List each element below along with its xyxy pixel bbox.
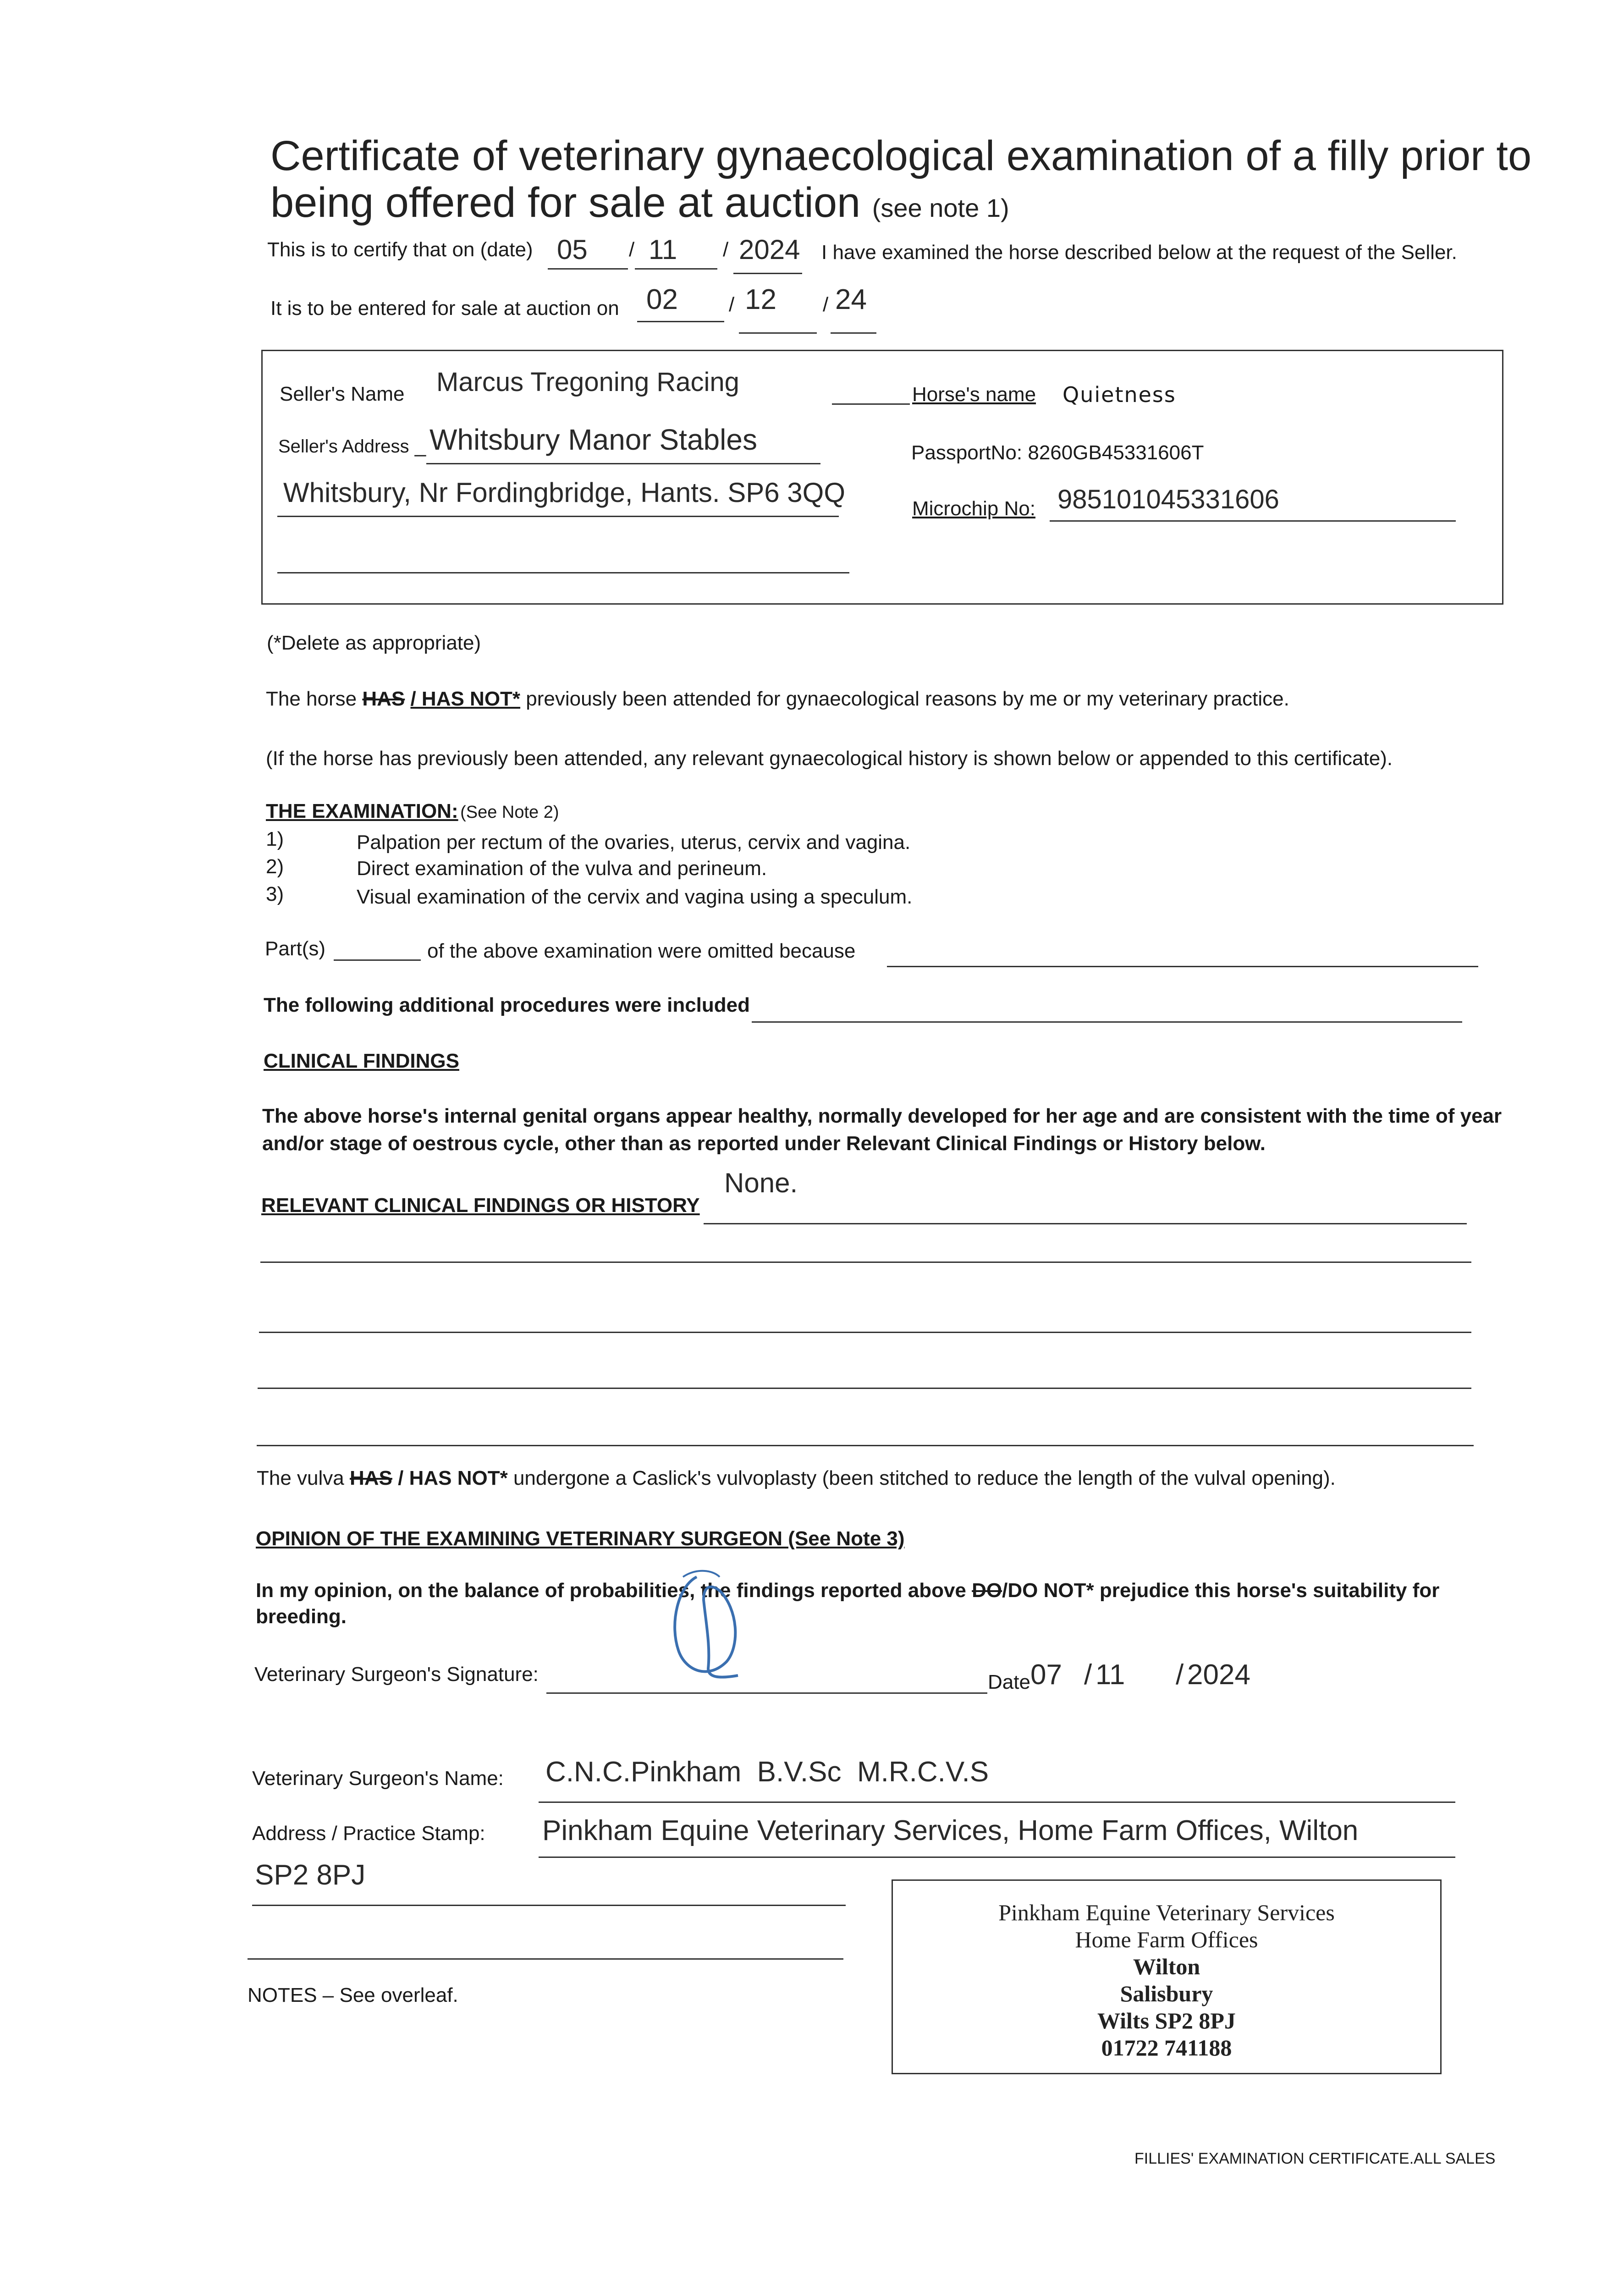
additional-line: [752, 1021, 1462, 1023]
signature-month: 11: [1096, 1659, 1125, 1691]
surgeon-address-line2: [252, 1905, 846, 1906]
footer: FILLIES' EXAMINATION CERTIFICATE.ALL SALES: [1134, 2150, 1496, 2167]
exam-day-line: [548, 268, 628, 270]
surgeon-address-value: Pinkham Equine Veterinary Services, Home Farm Offices, Wilton: [542, 1815, 1359, 1846]
title-line1: Certificate of veterinary gynaecological examination of a filly prior to: [270, 132, 1532, 179]
vulva-sentence: [257, 1467, 1336, 1490]
seller-address-line1: Whitsbury Manor Stables: [429, 423, 757, 456]
delete-note: (*Delete as appropriate): [267, 632, 481, 654]
examination-heading: [266, 800, 559, 823]
notes: NOTES – See overleaf.: [248, 1984, 458, 2006]
relevant-line-5: [257, 1445, 1474, 1446]
stamp-line-2: Home Farm Offices: [1075, 1927, 1258, 1952]
surgeon-address-value2: SP2 8PJ: [255, 1859, 366, 1891]
stamp-line-4: Salisbury: [1120, 1981, 1213, 2006]
opinion-line1-a: In my opinion, on the balance of probabilities, the findings reported above: [256, 1579, 966, 1602]
vulva-suffix: undergone a Caslick's vulvoplasty (been stitched to reduce the length of the vulval opening).: [513, 1467, 1336, 1489]
attended-suffix: previously been attended for gynaecological reasons by me or my veterinary practice.: [526, 688, 1289, 710]
practice-stamp: [892, 1879, 1442, 2074]
exam-year: 2024: [739, 234, 800, 265]
additional-label: The following additional procedures were included: [264, 994, 750, 1016]
seller-address-line1-rule: [426, 463, 820, 464]
exam-month: 11: [649, 234, 677, 265]
surgeon-address-line: [539, 1857, 1455, 1858]
seller-address-line2: Whitsbury, Nr Fordingbridge, Hants. SP6 3QQ: [283, 477, 846, 508]
sale-month: 12: [745, 284, 776, 315]
exam-month-line: [635, 268, 717, 270]
stamp-line-5: Wilts SP2 8PJ: [1097, 2008, 1236, 2033]
omitted-part-label: Part(s): [265, 937, 325, 960]
passport-label: PassportNo:: [911, 441, 1023, 464]
clinical-statement-line1: The above horse's internal genital organs appear healthy, normally developed for her age and are consistent with the time of year: [262, 1105, 1502, 1127]
omitted-reason-line: [887, 966, 1478, 967]
sale-year-line: [831, 332, 876, 334]
seller-name-value: Marcus Tregoning Racing: [436, 367, 739, 397]
horse-name-label: Horse's name: [912, 383, 1036, 406]
attended-prefix: The horse: [266, 688, 357, 710]
signature-label: Veterinary Surgeon's Signature:: [254, 1663, 539, 1686]
exam-item-3-text: Visual examination of the cervix and vagina using a speculum.: [357, 886, 913, 908]
exam-item-3-num: 3): [266, 883, 284, 905]
seller-address-label: Seller's Address _: [278, 435, 426, 457]
certify-prefix: This is to certify that on (date): [267, 238, 533, 261]
passport: [911, 441, 1204, 464]
exam-item-2-text: Direct examination of the vulva and perineum.: [357, 857, 767, 880]
sale-prefix: It is to be entered for sale at auction on: [270, 297, 619, 320]
opinion-do: DO: [972, 1579, 1002, 1602]
relevant-line-2: [260, 1262, 1471, 1263]
examination-note: (See Note 2): [460, 803, 559, 822]
relevant-label: RELEVANT CLINICAL FINDINGS OR HISTORY: [261, 1194, 700, 1217]
opinion-line2: breeding.: [256, 1605, 347, 1628]
seller-address-line3-rule: [277, 572, 849, 573]
relevant-value: None.: [724, 1168, 798, 1198]
signature-year: 2024: [1187, 1659, 1250, 1691]
microchip-value: 985101045331606: [1057, 485, 1279, 514]
stamp-line-3: Wilton: [1133, 1954, 1200, 1979]
title-line2-text: being offered for sale at auction: [270, 179, 861, 226]
seller-address-label-text: Seller's Address: [278, 436, 409, 457]
history-note: (If the horse has previously been attended, any relevant gynaecological history is shown below or appended to this certificate).: [266, 747, 1393, 770]
stamp-line-6: 01722 741188: [1101, 2035, 1232, 2061]
signature-day: 07: [1030, 1659, 1062, 1691]
relevant-line-4: [258, 1388, 1471, 1389]
clinical-heading: CLINICAL FINDINGS: [264, 1050, 459, 1072]
vulva-has-not: / HAS NOT*: [398, 1467, 508, 1489]
omitted-text: of the above examination were omitted because: [427, 940, 856, 962]
exam-item-2-num: 2): [266, 855, 284, 878]
seller-address-line2-rule: [277, 516, 839, 517]
passport-value: 8260GB45331606T: [1028, 441, 1204, 464]
attended-sentence: [266, 688, 1289, 711]
surgeon-name-label: Veterinary Surgeon's Name:: [252, 1767, 504, 1790]
exam-day: 05: [557, 234, 588, 265]
exam-year-line: [733, 273, 802, 274]
vulva-prefix: The vulva: [257, 1467, 344, 1489]
sale-day-line: [637, 321, 724, 322]
horse-name-value: Quietness: [1062, 382, 1176, 407]
surgeon-address-label: Address / Practice Stamp:: [252, 1822, 485, 1845]
sale-year: 24: [835, 284, 867, 315]
microchip-label: Microchip No:: [912, 497, 1035, 520]
seller-name-line: [832, 403, 910, 405]
examination-heading-text: THE EXAMINATION:: [266, 800, 458, 822]
clinical-statement-line2: and/or stage of oestrous cycle, other than as reported under Relevant Clinical Findings or History below.: [262, 1132, 1266, 1155]
attended-has: HAS: [362, 688, 405, 710]
attended-has-not: / HAS NOT*: [410, 688, 521, 710]
seller-name-label: Seller's Name: [280, 383, 405, 405]
exam-item-1-text: Palpation per rectum of the ovaries, uterus, cervix and vagina.: [357, 831, 911, 854]
signature-date-label: Date: [988, 1671, 1030, 1693]
surgeon-name-value: C.N.C.Pinkham B.V.Sc M.R.C.V.S: [545, 1756, 989, 1788]
certify-suffix: I have examined the horse described below at the request of the Seller.: [821, 241, 1457, 264]
title-line2: [270, 180, 1009, 231]
vulva-has: HAS: [350, 1467, 392, 1489]
sale-month-line: [739, 332, 817, 334]
opinion-line1: [256, 1579, 1439, 1602]
exam-item-1-num: 1): [266, 828, 284, 850]
surgeon-name-line: [539, 1802, 1455, 1803]
omitted-part-line: [334, 959, 421, 961]
surgeon-address-line3: [248, 1958, 843, 1960]
microchip-line: [1050, 520, 1456, 522]
opinion-heading: OPINION OF THE EXAMINING VETERINARY SURGEON (See Note 3): [256, 1527, 905, 1550]
opinion-line1-b: /DO NOT* prejudice this horse's suitability for: [1002, 1579, 1440, 1602]
relevant-line-3: [259, 1332, 1471, 1333]
sale-day: 02: [646, 284, 678, 315]
stamp-line-1: Pinkham Equine Veterinary Services: [998, 1900, 1335, 1925]
signature-drawing: [628, 1559, 775, 1696]
relevant-line-1: [704, 1223, 1467, 1224]
title-note: (see note 1): [872, 193, 1009, 222]
